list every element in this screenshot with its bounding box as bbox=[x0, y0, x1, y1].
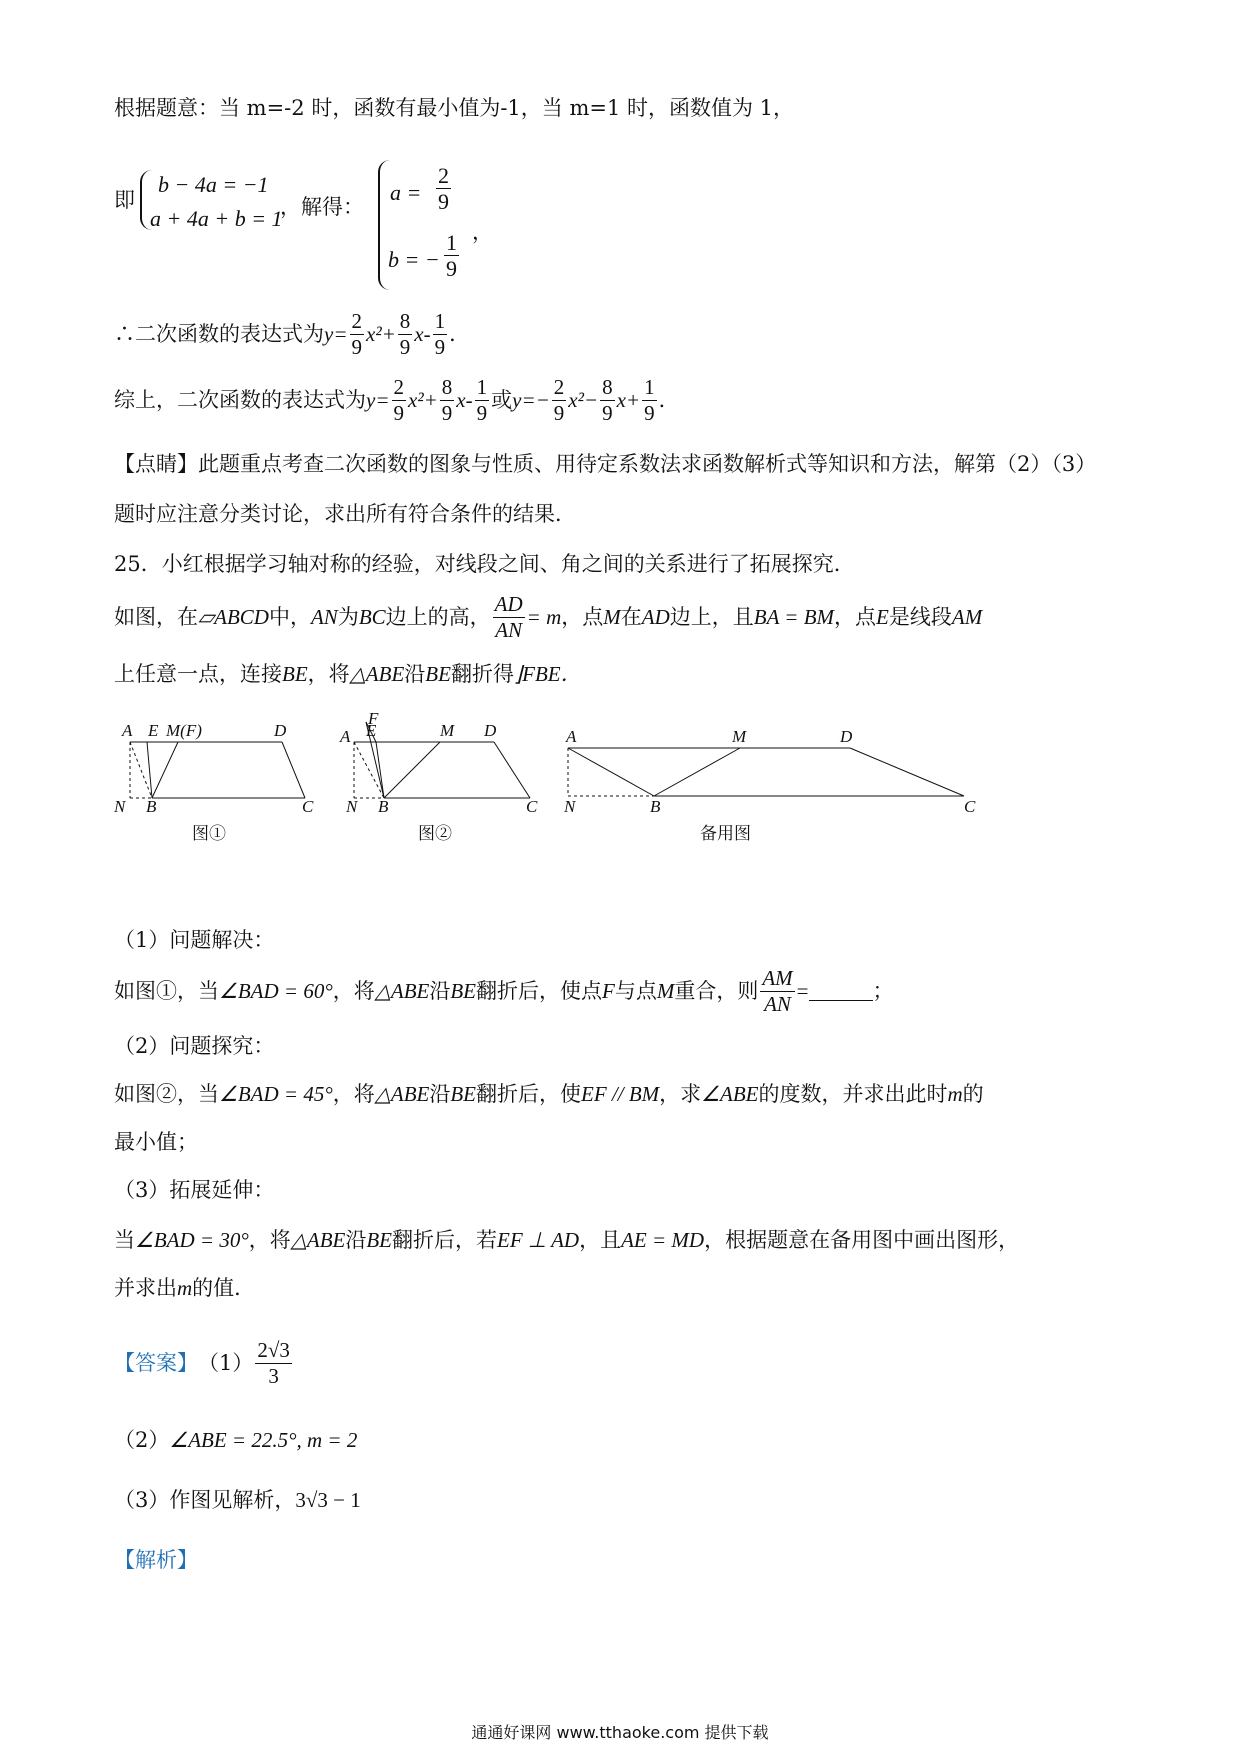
footer: 通通好课网 www.tthaoke.com 提供下载 bbox=[471, 1723, 769, 1742]
figure-3 bbox=[563, 727, 976, 843]
part-2-title: （2）问题探究： bbox=[114, 1034, 275, 1058]
solution-a-frac: $\frac{2}{9}$ bbox=[438, 163, 449, 215]
solve-label: ，解得： bbox=[280, 195, 364, 219]
svg-text:M: M bbox=[732, 727, 747, 746]
part-2-text: 如图②，当∠BAD = 45°，将△ABE沿BE翻折后，使EF // BM，求∠ABE的度数，并求出此时m的 bbox=[114, 1082, 984, 1106]
part-2-text-2: 最小值； bbox=[114, 1130, 198, 1154]
svg-text:B: B bbox=[378, 797, 389, 816]
svg-text:N: N bbox=[564, 797, 576, 816]
solution-b-frac: $\frac{1}{9}$ bbox=[446, 230, 457, 282]
svg-text:F: F bbox=[368, 712, 379, 728]
svg-text:B: B bbox=[650, 797, 661, 816]
system-prefix: 即 bbox=[114, 188, 135, 212]
question-25-line-3: 上任意一点，连接BE，将△ABE沿BE翻折得⌋FBE． bbox=[114, 662, 582, 686]
tip-line-2: 题时应注意分类讨论，求出所有符合条件的结果． bbox=[114, 502, 576, 526]
svg-text:C: C bbox=[964, 797, 976, 816]
question-25: 25．小红根据学习轴对称的经验，对线段之间、角之间的关系进行了拓展探究． bbox=[114, 552, 855, 576]
question-25-line-2: 如图，在 ▱ABCD 中， AN 为 BC 边上的高， $\frac{AD}{AN}$ = m ，点 M 在 AD 边上，且 BA = BM ，点 E 是线段 AM bbox=[114, 592, 983, 642]
part-1-title: （1）问题解决： bbox=[114, 928, 275, 952]
svg-text:N: N bbox=[114, 797, 126, 816]
svg-text:D: D bbox=[274, 721, 287, 740]
svg-text:C: C bbox=[302, 797, 314, 816]
fig2-caption: 图② bbox=[418, 824, 452, 843]
answer-1: 【答案】 （1） $\frac{2√3}{3}$ bbox=[114, 1338, 290, 1388]
svg-text:E: E bbox=[148, 721, 159, 740]
equation-1: b − 4a = −1 bbox=[158, 172, 269, 197]
part-3-title: （3）拓展延伸： bbox=[114, 1178, 275, 1202]
answer-3: （3）作图见解析，3√3 − 1 bbox=[114, 1488, 361, 1512]
text-line-1: 根据题意：当 m=-2 时，函数有最小值为-1，当 m=1 时，函数值为 1， bbox=[114, 96, 795, 120]
equation-2: a + 4a + b = 1 bbox=[150, 206, 283, 231]
analysis-tag: 【解析】 bbox=[114, 1548, 198, 1572]
svg-text:C: C bbox=[526, 797, 538, 816]
svg-text:A: A bbox=[566, 727, 577, 746]
expression-line-1: ∴二次函数的表达式为 y= $\frac{2}{9}$ x²+ $\frac{8}{9}$ x- $\frac{1}{9}$ ． bbox=[114, 309, 471, 359]
tip-line-1: 【点睛】此题重点考查二次函数的图象与性质、用待定系数法求函数解析式等知识和方法，解第（2）（3） bbox=[114, 452, 1097, 476]
answer-blank[interactable] bbox=[809, 982, 873, 1001]
figure-1 bbox=[113, 721, 314, 843]
figures bbox=[110, 712, 1010, 857]
part-3-text: 当∠BAD = 30°，将△ABE沿BE翻折后，若EF ⊥ AD，且AE = MD，根据题意在备用图中画出图形， bbox=[114, 1228, 1020, 1252]
figure-2 bbox=[339, 712, 538, 843]
svg-text:B: B bbox=[146, 797, 157, 816]
solution-a-lhs: a = bbox=[390, 180, 422, 205]
svg-text:A: A bbox=[340, 727, 351, 746]
fig1-label-a: A bbox=[122, 721, 133, 740]
fig3-caption: 备用图 bbox=[700, 824, 751, 843]
svg-text:M: M bbox=[440, 721, 455, 740]
fig1-caption: 图① bbox=[192, 824, 226, 843]
solution-b-lhs: b = − bbox=[388, 247, 440, 272]
part-1-text: 如图①，当 ∠BAD = 60° ，将 △ABE 沿 BE 翻折后，使点 F 与点 M 重合，则 $\frac{AM}{AN}$ = ； bbox=[114, 966, 894, 1016]
svg-text:D: D bbox=[840, 727, 853, 746]
expression-line-2: 综上，二次函数的表达式为 y= $\frac{2}{9}$ x²+ $\frac{8}{9}$ x- $\frac{1}{9}$ 或 y=− $\frac{2}{9}$ x²− $\frac{8}{9}$ x+ $\frac{1}{9}$ ． bbox=[114, 375, 680, 425]
svg-text:M(F): M(F) bbox=[166, 721, 202, 740]
svg-text:D: D bbox=[484, 721, 497, 740]
part-3-text-2: 并求出m的值． bbox=[114, 1276, 256, 1300]
svg-text:E: E bbox=[366, 721, 377, 740]
answer-2: （2）∠ABE = 22.5°, m = 2 bbox=[114, 1428, 358, 1452]
svg-text:N: N bbox=[346, 797, 358, 816]
